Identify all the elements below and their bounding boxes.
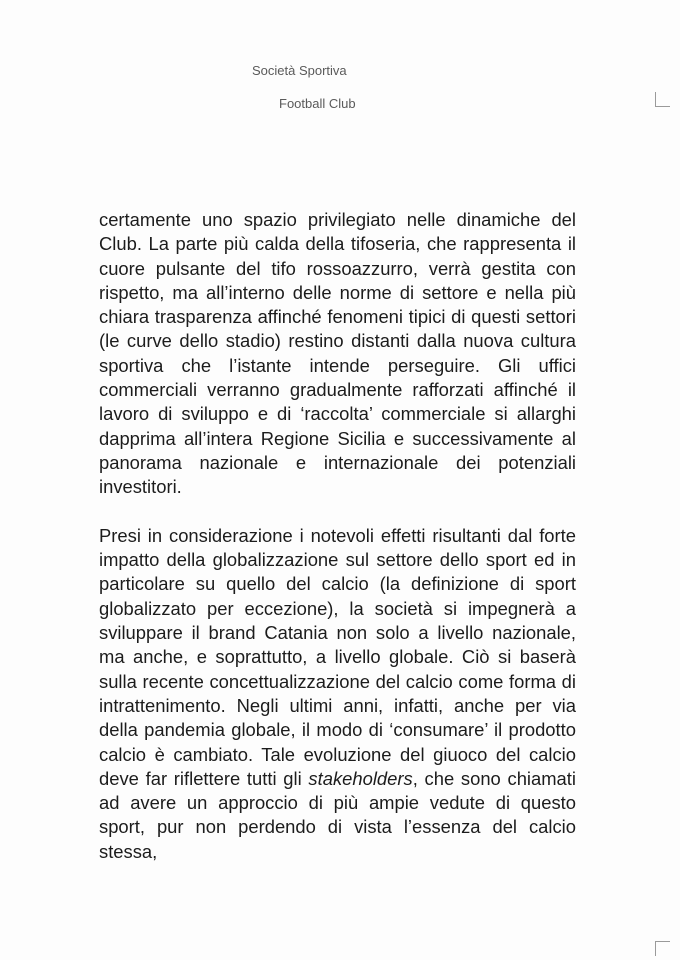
paragraph-1 (99, 208, 576, 500)
top-right-margin-mark (655, 92, 670, 107)
document-body (99, 208, 576, 864)
bottom-right-margin-mark (655, 941, 670, 956)
paragraph-2-text-part-1: Presi in considerazione i notevoli effetti risultanti dal forte impatto della globalizzazione sul settore dello sport ed in particolare su quello del calcio (la definizione di sport globalizzato per eccezione), la società si impegnerà a sviluppare il brand Catania non solo a livello nazionale, ma anche, e soprattutto, a livello globale. Ciò si baserà sulla recente concettualizzazione del calcio come forma di intrattenimento. Negli ultimi anni, infatti, anche per via della pandemia globale, il modo di ‘consumare’ il prodotto calcio è cambiato. Tale evoluzione del giuoco del calcio deve far riflettere tutti gli (99, 524, 576, 789)
paragraph-2 (99, 524, 576, 864)
header-club-name: Football Club (279, 96, 356, 111)
paragraph-1-text: certamente uno spazio privilegiato nelle dinamiche del Club. La parte più calda della tifoseria, che rappresenta il cuore pulsante del tifo rossoazzurro, verrà gestita con rispetto, ma all’interno delle norme di settore e nella più chiara trasparenza affinché fenomeni tipici di questi settori (le curve dello stadio) restino distanti dalla nuova cultura sportiva che l’istante intende perseguire. Gli uffici commerciali verranno gradualmente rafforzati affinché il lavoro di sviluppo e di ‘raccolta’ commerciale si allarghi dapprima all’intera Regione Sicilia e successivamente al panorama nazionale e internazionale dei potenziali investitori. (99, 209, 576, 498)
header-organization: Società Sportiva (252, 63, 347, 78)
paragraph-2-text-part-2: , che sono chiamati ad avere un approccio di più ampie vedute di questo sport, pur non perdendo di vista l’essenza del calcio stessa, (99, 767, 576, 862)
paragraph-2-italic-term: stakeholders (308, 767, 413, 789)
